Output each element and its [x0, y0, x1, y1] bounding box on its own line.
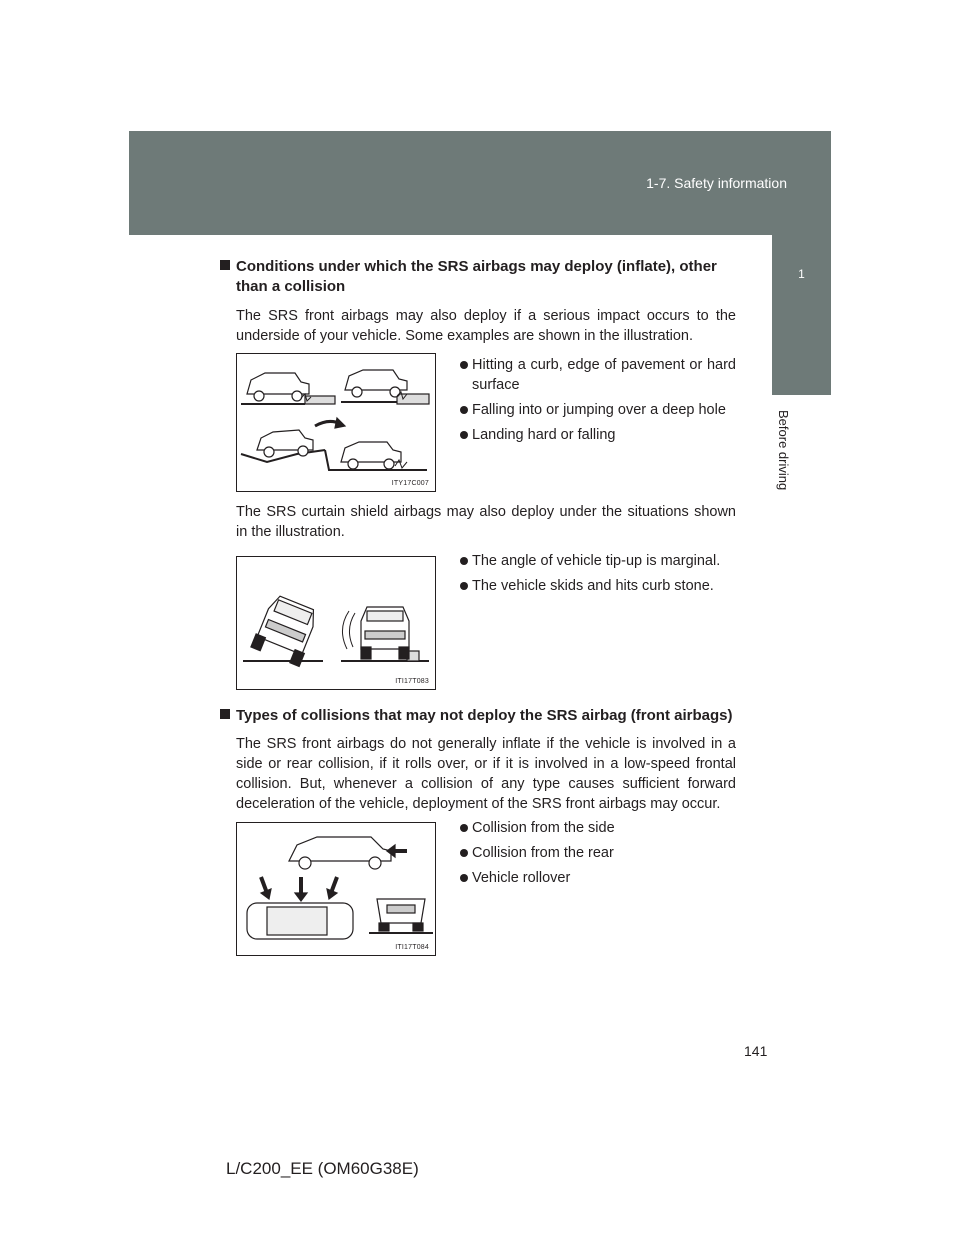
figure2-bullet-list [460, 551, 736, 601]
section-header-bar [129, 131, 831, 235]
page-number: 141 [744, 1043, 768, 1059]
figure3-bullet: Collision from the rear [460, 843, 736, 863]
figure2-bullet: The vehicle skids and hits curb stone. [460, 576, 736, 596]
figure1-bullet: Hitting a curb, edge of pavement or hard surface [460, 355, 736, 395]
underside-impact-illustration [237, 354, 435, 491]
figure1-bullet: Falling into or jumping over a deep hole [460, 400, 736, 420]
figure-underside-impact [236, 353, 436, 492]
tip-up-illustration [237, 557, 435, 689]
figure-no-deploy-collisions [236, 822, 436, 956]
section2-body: The SRS front airbags do not generally inflate if the vehicle is involved in a side or rear collision, if it rolls over, or if it is involved in a low-speed frontal collision. But, whenever a collision of any type causes sufficient forward deceleration of the vehicle, deployment of the SRS front airbags may occur. [236, 736, 736, 812]
figure2-code: ITI17T083 [395, 678, 429, 685]
section1-heading-line2: than a collision [236, 278, 346, 295]
no-deploy-collisions-illustration [237, 823, 435, 955]
chapter-label-wrap [776, 410, 801, 520]
figure2-bullet: The angle of vehicle tip-up is marginal. [460, 551, 736, 571]
section2-heading-text: Types of collisions that may not deploy the SRS airbag (front airbags) [236, 707, 733, 724]
figure-tip-up [236, 556, 436, 690]
figure1-code: ITY17C007 [391, 480, 429, 487]
chapter-label: Before driving [776, 410, 791, 491]
section-title: 1-7. Safety information [646, 175, 787, 191]
figure3-bullet: Vehicle rollover [460, 868, 736, 888]
figure1-bullet-list [460, 355, 736, 450]
square-bullet-icon [220, 260, 230, 270]
section1-heading-cont [236, 277, 345, 297]
square-bullet-icon [220, 709, 230, 719]
chapter-number: 1 [798, 267, 805, 281]
figure3-code: ITI17T084 [395, 944, 429, 951]
figure1-bullet: Landing hard or falling [460, 425, 736, 445]
curtain-airbag-text: The SRS curtain shield airbags may also deploy under the situations shown in the illustration. [236, 504, 736, 540]
figure3-bullet-list [460, 818, 736, 893]
section2-heading [220, 706, 732, 726]
section1-intro: The SRS front airbags may also deploy if a serious impact occurs to the underside of your vehicle. Some examples are shown in the illustration. [236, 308, 736, 344]
figure3-bullet: Collision from the side [460, 818, 736, 838]
chapter-tab [772, 235, 831, 395]
section1-heading-line1: Conditions under which the SRS airbags may deploy (inflate), other [236, 258, 717, 275]
document-code: L/C200_EE (OM60G38E) [226, 1159, 419, 1178]
section1-heading [220, 257, 717, 277]
